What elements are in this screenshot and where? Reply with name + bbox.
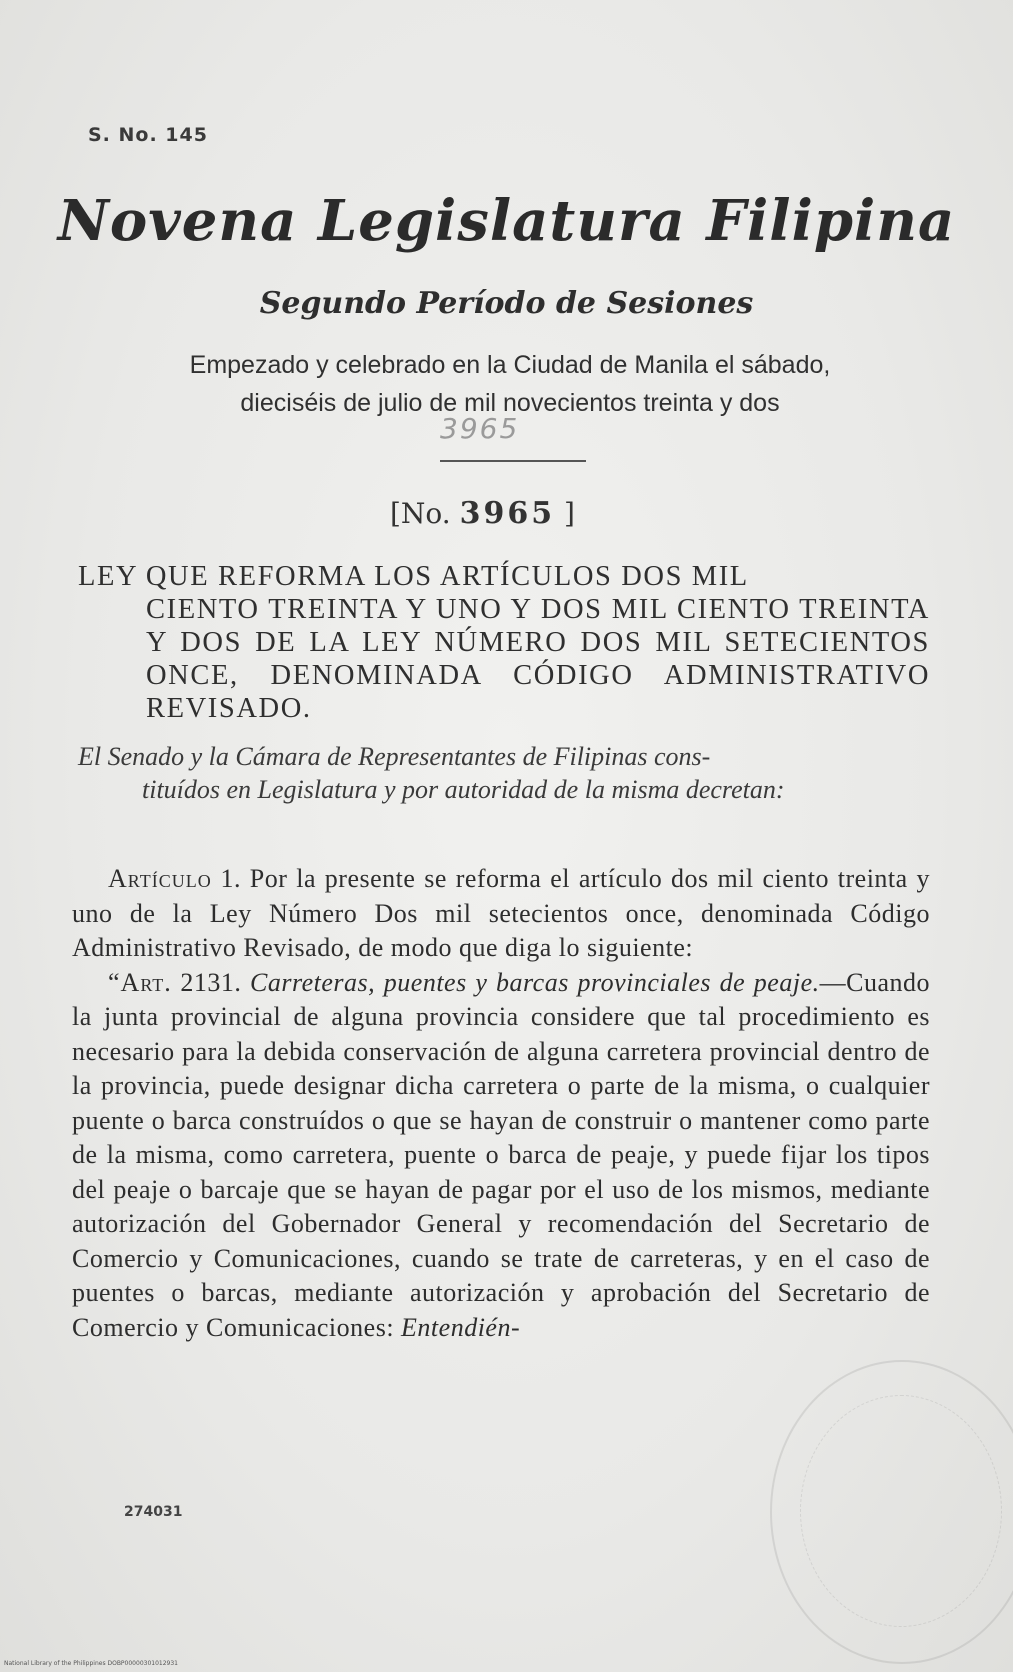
act-number [390, 496, 575, 531]
act-number-suffix: ] [564, 497, 575, 530]
enacting-rest: tituídos en Legislatura y por autoridad de la misma decretan: [142, 775, 785, 804]
heading-line-1: LEY QUE REFORMA LOS ARTÍCULOS DOS MIL [78, 561, 749, 592]
article-1-paragraph [72, 862, 930, 966]
print-code: 274031 [124, 1504, 183, 1520]
enacting-clause [78, 740, 930, 806]
act-number-value: 3965 [459, 496, 556, 531]
act-body [72, 862, 930, 1345]
enacting-line-1: El Senado y la Cámara de Representantes de Filipinas cons- [78, 742, 711, 771]
article-2131-paragraph [72, 966, 930, 1346]
legislature-title: Novena Legislatura Filipina [57, 188, 956, 254]
scan-credit: National Library of the Philippines DOBP00000301012931 [4, 1660, 178, 1667]
session-dates [100, 346, 920, 422]
pencil-annotation: 3965 [440, 412, 520, 445]
article-label: Artículo [108, 864, 212, 893]
heading-rest: CIENTO TREINTA Y UNO Y DOS MIL CIENTO TREINTA Y DOS DE LA LEY NÚMERO DOS MIL SETECIENTOS ONCE, DENOMINADA CÓDIGO ADMINISTRATIVO REVISADO. [146, 594, 930, 724]
senate-bill-number: S. No. 145 [88, 124, 208, 146]
act-number-prefix: [No. [390, 497, 451, 530]
art-text: —Cuando la junta provincial de alguna provincia considere que tal procedimiento es necesario para la debida conservación de alguna carretera provincial dentro de la provincia, puede designar dicha carretera o parte de la misma, o cualquier puente o barca construídos o que se hayan de construir o mantener como parte de la misma, como carretera, puente o barca de peaje, y puede fijar los tipos del peaje o barcaje que se hayan de pagar por el uso de los mismos, mediante autorización del Gobernador General y recomendación del Secretario de Comercio y Comunicaciones, cuando se trate de carreteras, y en el caso de puentes o barcas, mediante autorización y aprobación del Secretario de Comercio y Comunicaciones: [72, 967, 931, 1342]
divider-rule [440, 460, 586, 462]
act-heading [78, 560, 930, 725]
art-quote-open: “Art. [108, 967, 172, 997]
art-title: Carreteras, puentes y barcas provinciales de peaje. [250, 967, 820, 997]
session-line-1: Empezado y celebrado en la Ciudad de Manila el sábado, [189, 351, 831, 379]
art-trailing-italic: Entendién- [401, 1312, 521, 1342]
session-subtitle: Segundo Período de Sesiones [259, 286, 754, 321]
seal-stamp-inner [800, 1395, 1002, 1627]
art-number: 2131. [171, 967, 251, 997]
article-1-text: 1. Por la presente se reforma el artículo dos mil ciento treinta y uno de la Ley Número Dos mil setecientos once, denominada Código Administrativo Revisado, de modo que diga lo siguiente: [72, 864, 930, 962]
session-line-2: dieciséis de julio de mil novecientos treinta y dos [240, 389, 780, 417]
